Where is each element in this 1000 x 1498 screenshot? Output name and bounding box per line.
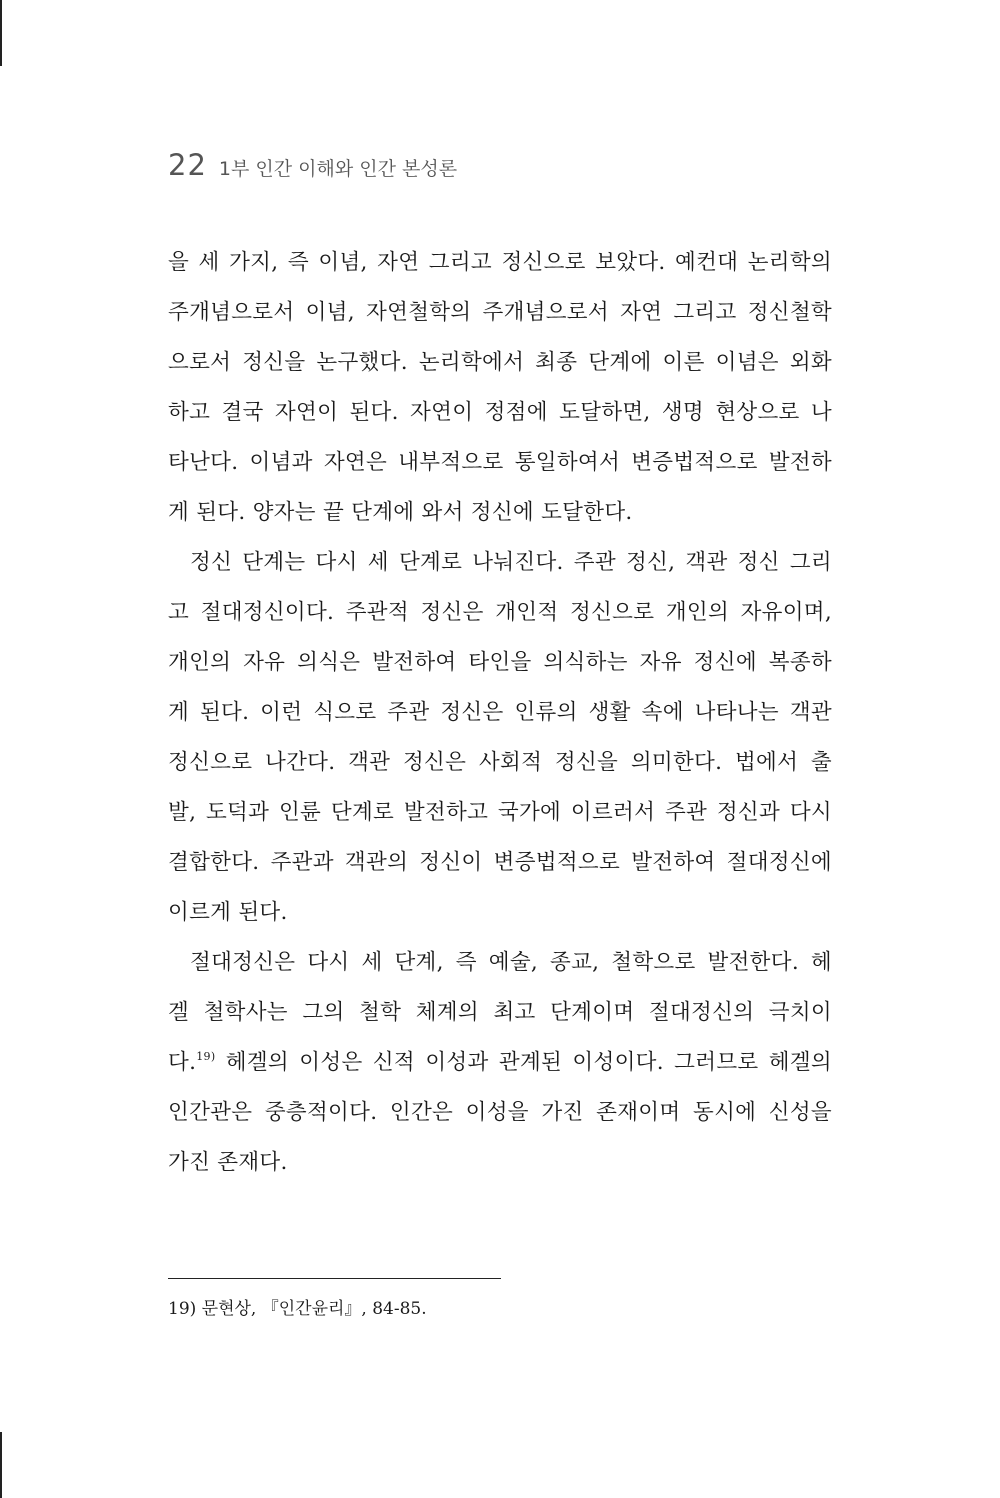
footnote-divider — [168, 1278, 501, 1279]
running-head — [168, 148, 457, 182]
text-line: 결합한다. 주관과 객관의 정신이 변증법적으로 발전하여 절대정신에 — [168, 850, 832, 875]
page-number: 22 — [168, 148, 207, 182]
text-line: 게 된다. 양자는 끝 단계에 와서 정신에 도달한다. — [168, 500, 633, 525]
text-line: 절대정신은 다시 세 단계, 즉 예술, 종교, 철학으로 발전한다. 헤 — [190, 950, 832, 975]
text-line: 게 된다. 이런 식으로 주관 정신은 인류의 생활 속에 나타나는 객관 — [168, 700, 832, 725]
text-line: 주개념으로서 이념, 자연철학의 주개념으로서 자연 그리고 정신철학 — [168, 300, 832, 325]
paragraph-3 — [168, 938, 832, 1188]
text-line: 정신으로 나간다. 객관 정신은 사회적 정신을 의미한다. 법에서 출 — [168, 750, 832, 775]
text-line: 정신 단계는 다시 세 단계로 나눠진다. 주관 정신, 객관 정신 그리 — [190, 550, 832, 575]
text-line: 으로서 정신을 논구했다. 논리학에서 최종 단계에 이른 이념은 외화 — [168, 350, 832, 375]
text-line-with-footnote — [168, 1038, 832, 1088]
text-line: 타난다. 이념과 자연은 내부적으로 통일하여서 변증법적으로 발전하 — [168, 450, 832, 475]
text-line: 발, 도덕과 인륜 단계로 발전하고 국가에 이르러서 주관 정신과 다시 — [168, 800, 832, 825]
text-fragment: 다. — [168, 1050, 197, 1075]
footnote: 19) 문현상, 『인간윤리』, 84-85. — [168, 1299, 427, 1319]
crop-mark-top — [0, 0, 2, 66]
text-fragment: 헤겔의 이성은 신적 이성과 관계된 이성이다. 그러므로 헤겔의 — [215, 1050, 832, 1075]
section-title: 1부 인간 이해와 인간 본성론 — [218, 158, 458, 180]
text-line: 인간관은 중층적이다. 인간은 이성을 가진 존재이며 동시에 신성을 — [168, 1100, 832, 1125]
body-text — [168, 238, 832, 1188]
text-line: 가진 존재다. — [168, 1150, 288, 1175]
paragraph-2 — [168, 538, 832, 938]
text-line: 이르게 된다. — [168, 900, 288, 925]
paragraph-1 — [168, 238, 832, 538]
text-line: 하고 결국 자연이 된다. 자연이 정점에 도달하면, 생명 현상으로 나 — [168, 400, 832, 425]
text-line: 겔 철학사는 그의 철학 체계의 최고 단계이며 절대정신의 극치이 — [168, 1000, 832, 1025]
text-line: 고 절대정신이다. 주관적 정신은 개인적 정신으로 개인의 자유이며, — [168, 600, 832, 625]
text-line: 개인의 자유 의식은 발전하여 타인을 의식하는 자유 정신에 복종하 — [168, 650, 832, 675]
text-line: 을 세 가지, 즉 이념, 자연 그리고 정신으로 보았다. 예컨대 논리학의 — [168, 250, 832, 275]
footnote-reference[interactable]: 19) — [196, 1050, 216, 1063]
crop-mark-bottom — [0, 1432, 2, 1498]
